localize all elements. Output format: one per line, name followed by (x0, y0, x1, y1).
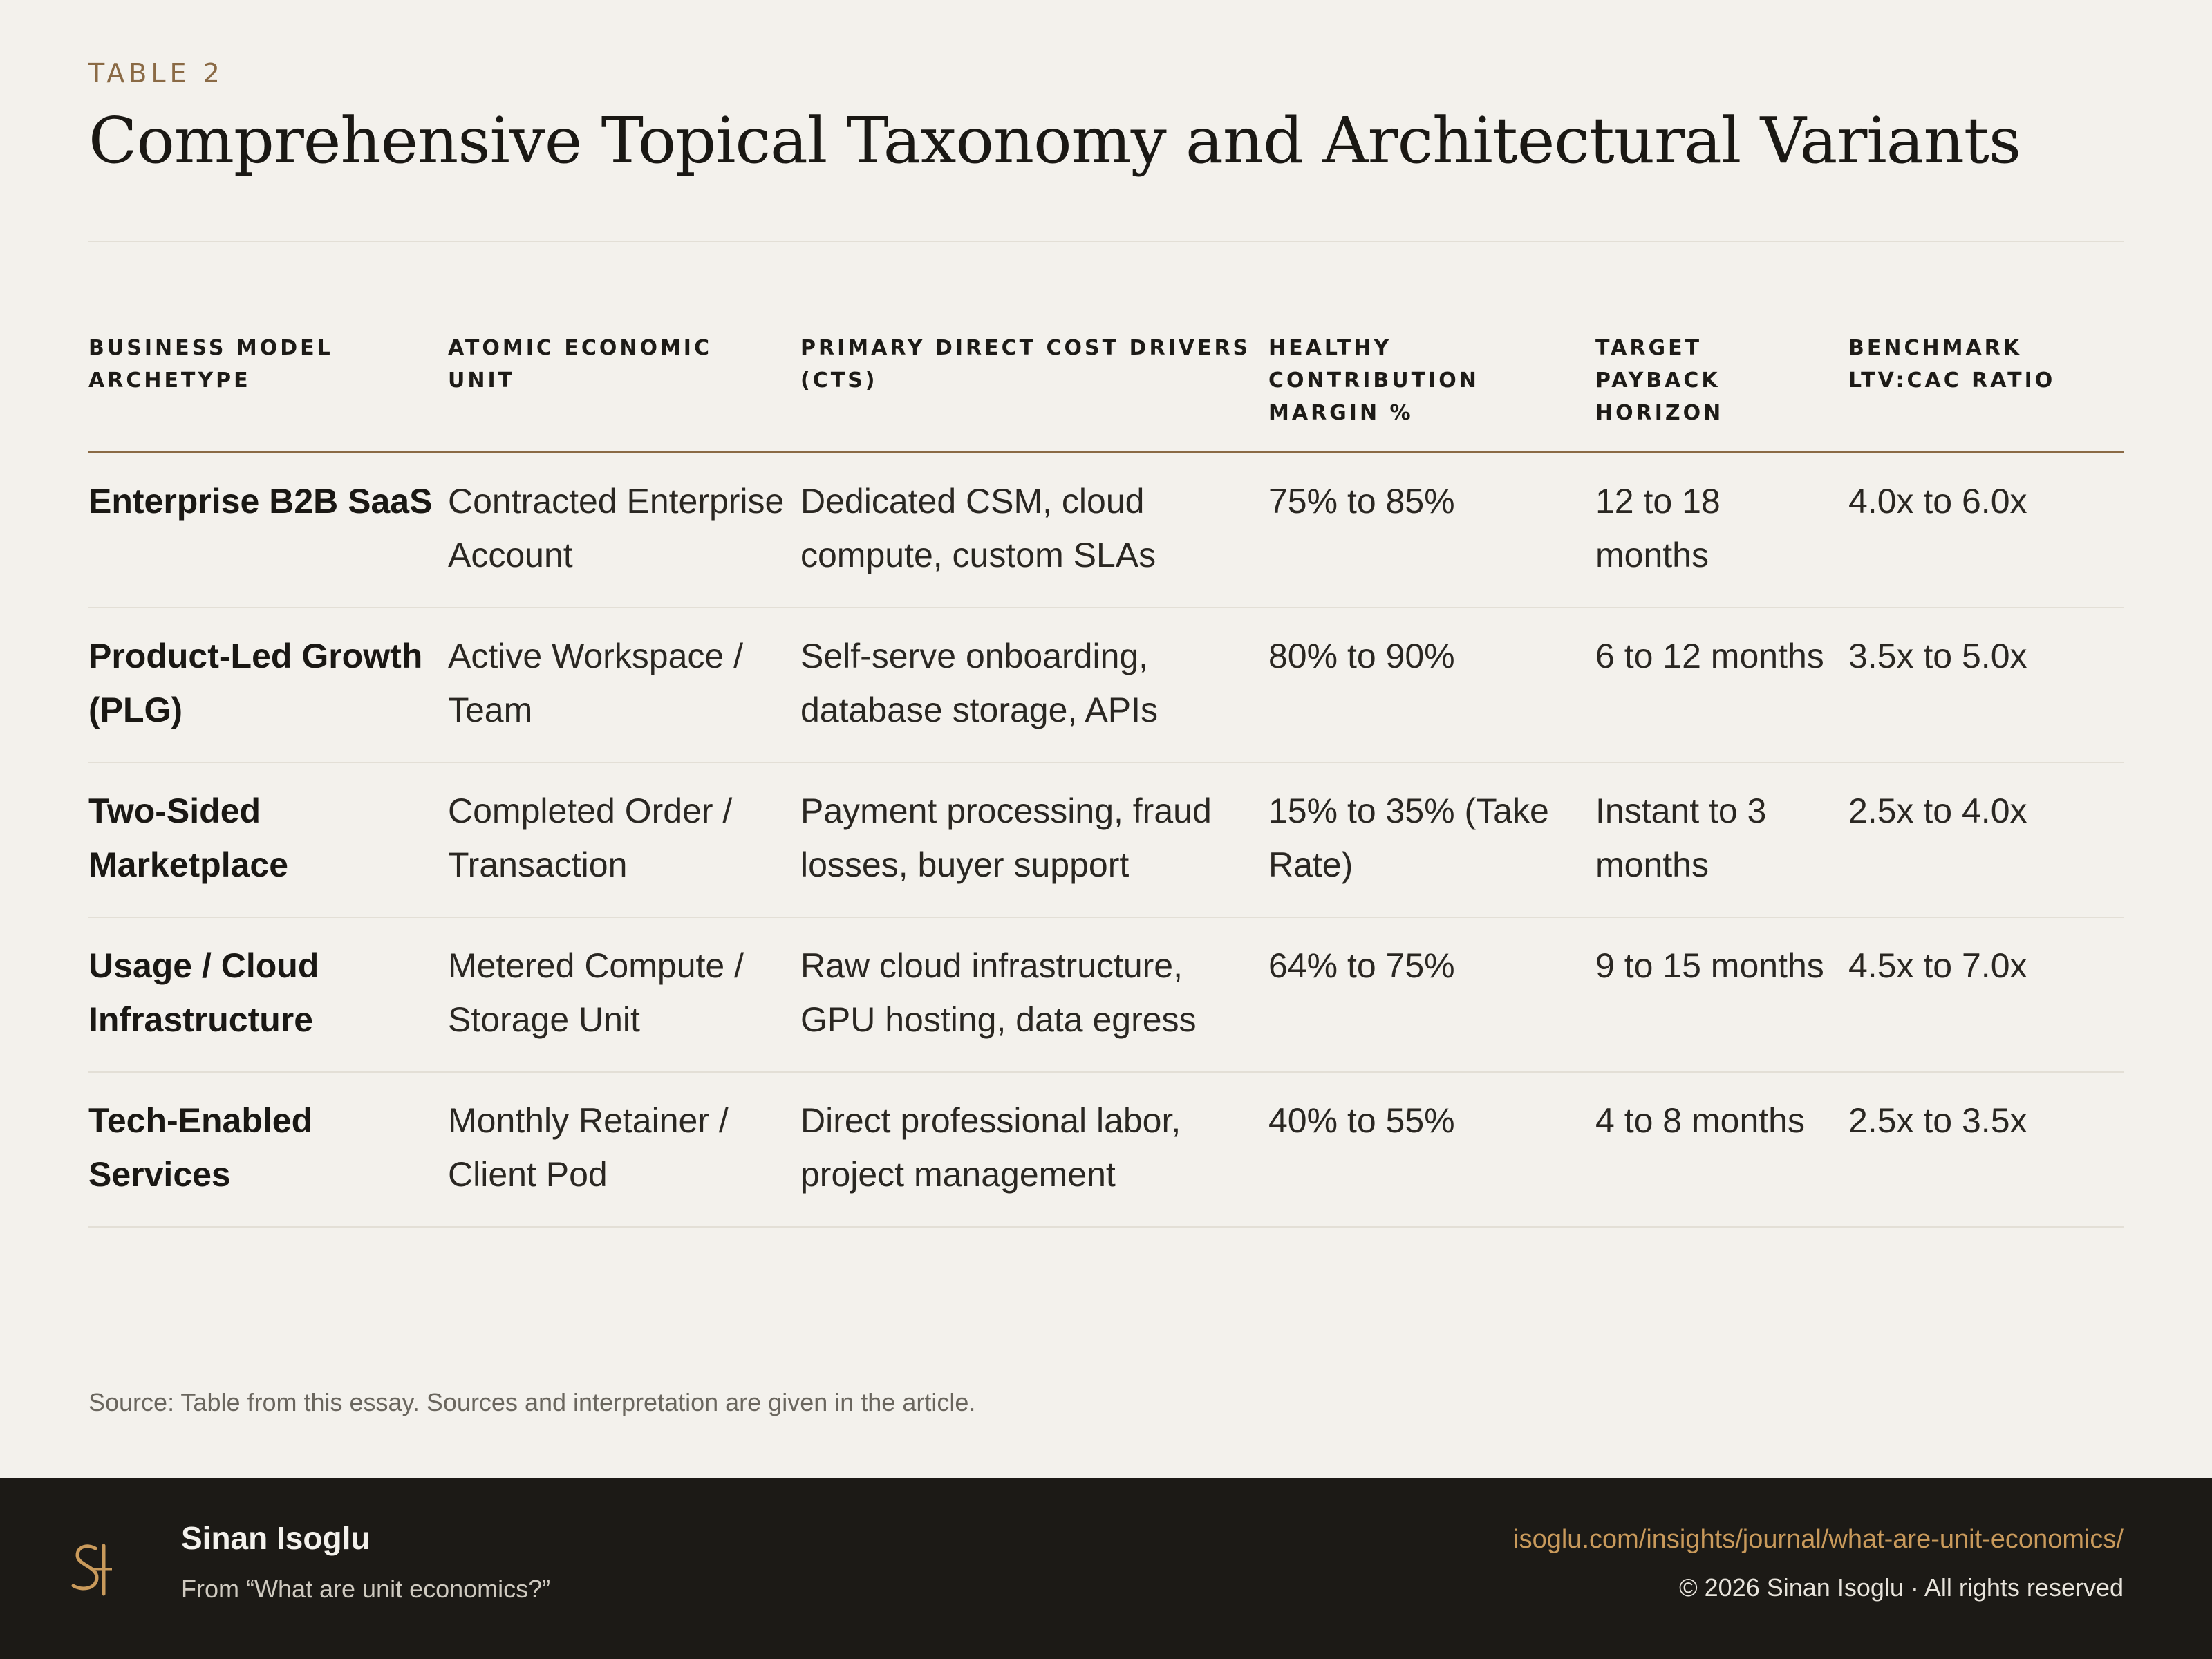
cell-cost-drivers: Dedicated CSM, cloud compute, custom SLAs (800, 453, 1268, 608)
table-eyebrow: TABLE 2 (88, 58, 224, 88)
cell-payback-horizon: 4 to 8 months (1595, 1072, 1848, 1227)
table-row (88, 608, 2124, 762)
cell-contribution-margin: 64% to 75% (1268, 917, 1595, 1072)
column-header-business-model: BUSINESS MODEL ARCHETYPE (88, 332, 448, 453)
author-name: Sinan Isoglu (181, 1520, 371, 1556)
cell-cost-drivers: Payment processing, fraud losses, buyer support (800, 762, 1268, 917)
cell-payback-horizon: 9 to 15 months (1595, 917, 1848, 1072)
cell-ltv-cac: 2.5x to 4.0x (1848, 762, 2124, 917)
table-row (88, 453, 2124, 608)
cell-cost-drivers: Raw cloud infrastructure, GPU hosting, data egress (800, 917, 1268, 1072)
table-header-row (88, 332, 2124, 453)
footer (0, 1478, 2212, 1659)
cell-contribution-margin: 40% to 55% (1268, 1072, 1595, 1227)
article-reference: From “What are unit economics?” (181, 1575, 551, 1603)
cell-payback-horizon: Instant to 3 months (1595, 762, 1848, 917)
cell-economic-unit: Monthly Retainer / Client Pod (448, 1072, 800, 1227)
title-divider (88, 241, 2124, 242)
cell-contribution-margin: 80% to 90% (1268, 608, 1595, 762)
cell-ltv-cac: 3.5x to 5.0x (1848, 608, 2124, 762)
copyright-notice: © 2026 Sinan Isoglu · All rights reserved (1679, 1573, 2124, 1602)
cell-business-model: Tech-Enabled Services (88, 1072, 448, 1227)
article-link[interactable]: isoglu.com/insights/journal/what-are-unit-economics/ (1513, 1525, 2124, 1554)
cell-ltv-cac: 2.5x to 3.5x (1848, 1072, 2124, 1227)
source-note: Source: Table from this essay. Sources and interpretation are given in the article. (88, 1388, 976, 1416)
cell-business-model: Usage / Cloud Infrastructure (88, 917, 448, 1072)
cell-payback-horizon: 6 to 12 months (1595, 608, 1848, 762)
page-title: Comprehensive Topical Taxonomy and Architectural Variants (88, 104, 2021, 178)
table-row (88, 762, 2124, 917)
cell-contribution-margin: 15% to 35% (Take Rate) (1268, 762, 1595, 917)
cell-contribution-margin: 75% to 85% (1268, 453, 1595, 608)
table-row (88, 917, 2124, 1072)
column-header-payback-horizon: TARGET PAYBACK HORIZON (1595, 332, 1848, 453)
table-row (88, 1072, 2124, 1227)
cell-cost-drivers: Self-serve onboarding, database storage, APIs (800, 608, 1268, 762)
cell-ltv-cac: 4.0x to 6.0x (1848, 453, 2124, 608)
column-header-ltv-cac: BENCHMARK LTV:CAC RATIO (1848, 332, 2124, 453)
cell-ltv-cac: 4.5x to 7.0x (1848, 917, 2124, 1072)
cell-business-model: Two-Sided Marketplace (88, 762, 448, 917)
cell-payback-horizon: 12 to 18 months (1595, 453, 1848, 608)
cell-economic-unit: Contracted Enterprise Account (448, 453, 800, 608)
column-header-cost-drivers: PRIMARY DIRECT COST DRIVERS (CTS) (800, 332, 1268, 453)
column-header-contribution-margin: HEALTHY CONTRIBUTION MARGIN % (1268, 332, 1595, 453)
cell-economic-unit: Completed Order / Transaction (448, 762, 800, 917)
column-header-economic-unit: ATOMIC ECONOMIC UNIT (448, 332, 800, 453)
monogram-logo-icon (64, 1539, 119, 1601)
cell-business-model: Enterprise B2B SaaS (88, 453, 448, 608)
cell-economic-unit: Metered Compute / Storage Unit (448, 917, 800, 1072)
taxonomy-table (88, 332, 2124, 1228)
cell-business-model: Product-Led Growth (PLG) (88, 608, 448, 762)
cell-cost-drivers: Direct professional labor, project management (800, 1072, 1268, 1227)
cell-economic-unit: Active Workspace / Team (448, 608, 800, 762)
